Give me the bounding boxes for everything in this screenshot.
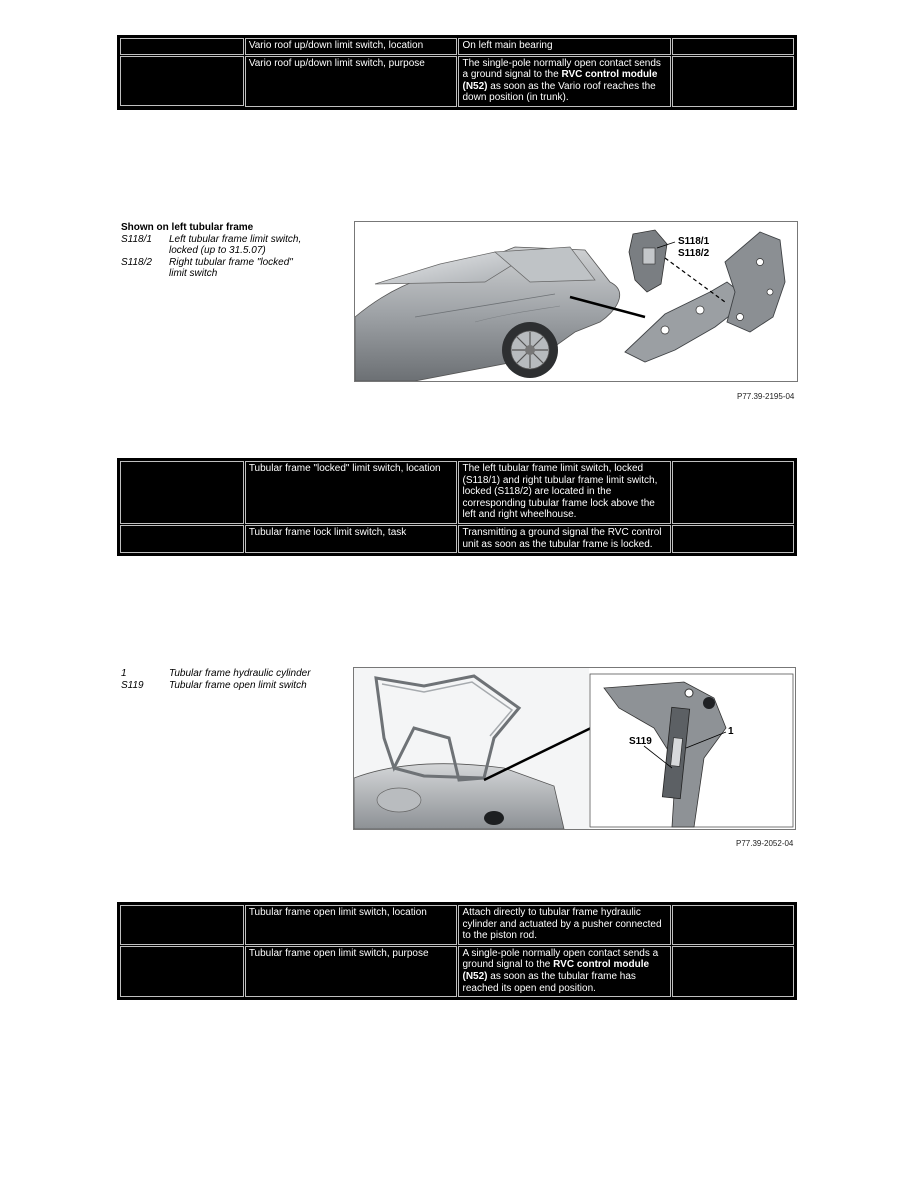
table-cell-description bbox=[458, 946, 671, 997]
description-text: as soon as the Vario roof reaches the down position (in trunk). bbox=[462, 80, 656, 104]
callout-label: S118/1 bbox=[678, 236, 710, 247]
callout-label: S118/2 bbox=[678, 248, 710, 259]
car-drawing bbox=[355, 222, 797, 381]
table-cell-description: The left tubular frame limit switch, locked (S118/1) and right tubular frame limit switch, locked (S118/2) are located in the corresponding tubular frame lock above the left and right wheelhouse. bbox=[458, 461, 671, 524]
spec-table-vario-roof bbox=[117, 35, 797, 110]
legend-key: 1 bbox=[121, 668, 127, 679]
car-tubular-frame-illustration bbox=[354, 221, 798, 382]
legend-item bbox=[121, 668, 329, 680]
spec-table-tubular-frame-open bbox=[117, 902, 797, 1000]
table-cell-empty bbox=[672, 38, 794, 55]
table-cell-empty bbox=[672, 461, 794, 524]
table-row bbox=[120, 905, 794, 945]
description-text: The single-pole normally open contact sends a ground signal to the bbox=[462, 57, 661, 81]
table-cell-item: Vario roof up/down limit switch, location bbox=[245, 38, 458, 55]
table-row bbox=[120, 56, 794, 107]
tubular-frame-cylinder-illustration bbox=[353, 667, 796, 830]
legend-item bbox=[121, 680, 329, 692]
figure-legend-tubular-frame bbox=[121, 222, 309, 280]
figure-legend-hydraulic-cylinder bbox=[121, 668, 329, 691]
table-cell-empty bbox=[120, 56, 244, 106]
legend-text: Tubular frame open limit switch bbox=[169, 679, 307, 691]
callout-label: 1 bbox=[728, 726, 734, 737]
callout-label: S119 bbox=[629, 736, 652, 747]
legend-item bbox=[121, 257, 309, 280]
legend-text: Tubular frame hydraulic cylinder bbox=[169, 668, 311, 679]
table-cell-item: Tubular frame open limit switch, location bbox=[245, 905, 458, 945]
legend-title: Shown on left tubular frame bbox=[121, 222, 254, 233]
table-cell-description: Attach directly to tubular frame hydraulic cylinder and actuated by a pusher connected to the piston rod. bbox=[458, 905, 671, 945]
table-cell-description: On left main bearing bbox=[458, 38, 671, 55]
table-cell-empty bbox=[120, 905, 244, 945]
table-cell-empty bbox=[120, 525, 244, 553]
table-cell-empty bbox=[120, 38, 244, 55]
table-cell-description: Transmitting a ground signal the RVC control unit as soon as the tubular frame is locked. bbox=[458, 525, 671, 553]
legend-text: Left tubular frame limit switch, locked (up to 31.5.07) bbox=[169, 233, 302, 257]
table-cell-empty bbox=[120, 461, 244, 524]
table-cell-item: Tubular frame open limit switch, purpose bbox=[245, 946, 458, 997]
table-cell-empty bbox=[120, 946, 244, 997]
table-cell-empty bbox=[672, 946, 794, 997]
legend-text: Right tubular frame "locked" limit switch bbox=[169, 256, 293, 280]
description-text: A single-pole normally open contact sends a ground signal to the bbox=[462, 947, 659, 971]
legend-item bbox=[121, 234, 309, 257]
frame-drawing bbox=[354, 668, 795, 829]
table-cell-description bbox=[458, 56, 671, 107]
table-cell-empty bbox=[672, 525, 794, 553]
table-cell-item: Tubular frame lock limit switch, task bbox=[245, 525, 458, 553]
table-row bbox=[120, 946, 794, 997]
legend-key: S118/2 bbox=[121, 256, 152, 268]
table-row bbox=[120, 461, 794, 524]
table-row bbox=[120, 525, 794, 553]
table-cell-item: Vario roof up/down limit switch, purpose bbox=[245, 56, 458, 107]
table-cell-item: Tubular frame "locked" limit switch, location bbox=[245, 461, 458, 524]
legend-key: S119 bbox=[121, 679, 144, 691]
table-cell-empty bbox=[672, 56, 794, 107]
module-name: RVC control module (N52) bbox=[462, 959, 650, 982]
spec-table-tubular-frame-locked bbox=[117, 458, 797, 556]
table-row bbox=[120, 38, 794, 55]
table-cell-empty bbox=[672, 905, 794, 945]
figure-caption: P77.39-2052-04 bbox=[736, 839, 794, 848]
module-name: RVC control module (N52) bbox=[462, 69, 658, 92]
figure-caption: P77.39-2195-04 bbox=[737, 392, 795, 401]
legend-key: S118/1 bbox=[121, 233, 152, 245]
description-text: as soon as the tubular frame has reached its open end position. bbox=[462, 970, 636, 994]
